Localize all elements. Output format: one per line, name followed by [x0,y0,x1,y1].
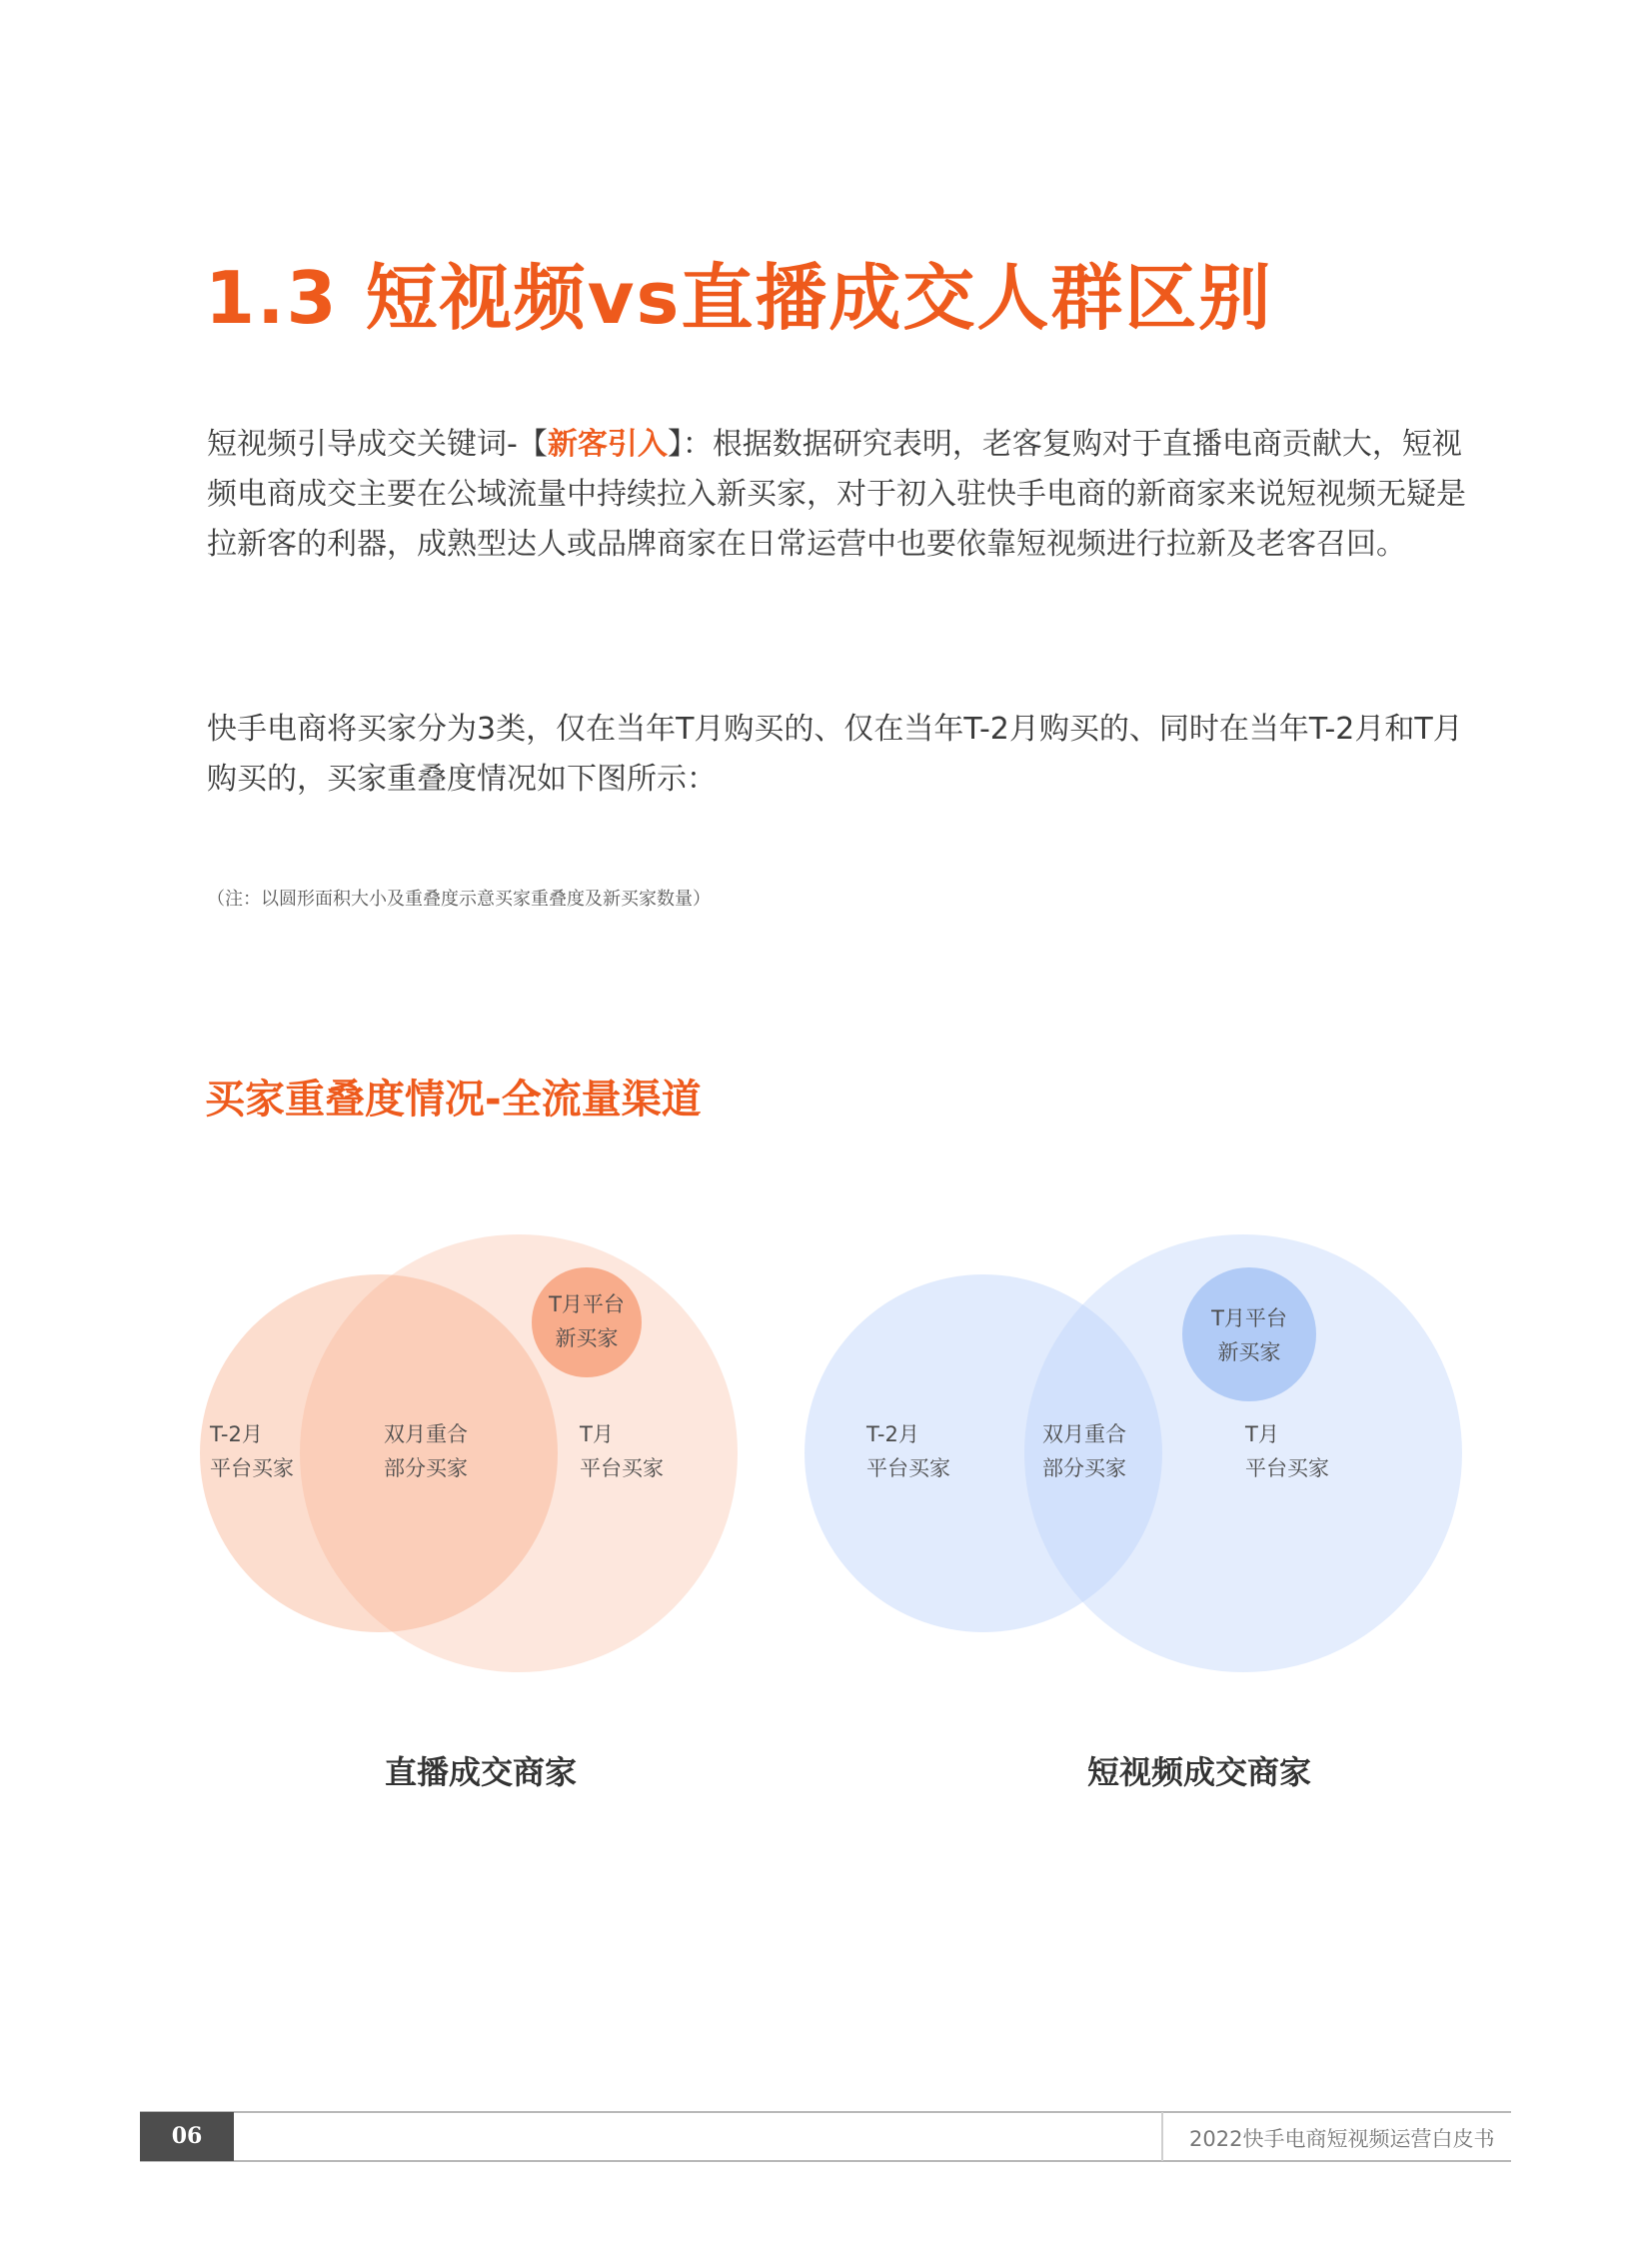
label-new-buyers [1182,1301,1316,1369]
label-line: T月平台 [549,1292,625,1316]
keyword-highlight: 新客引入 [547,427,668,462]
label-line: 新买家 [555,1326,619,1350]
label-t-buyers [1245,1417,1329,1485]
footer-bottom-rule [140,2160,1511,2162]
intro-body: ：根据数据研究表明，老客复购对于直播电商贡献大，短视频电商成交主要在公域流量中持续拉入新买家，对于初入驻快手电商的新商家来说短视频无疑是拉新客的利器，成熟型达人或品牌商家在日常运营中也要依靠短视频进行拉新及老客召回。 [207,427,1466,562]
label-overlap-buyers [1042,1417,1126,1485]
label-line: 平台买家 [580,1456,664,1480]
label-line: 平台买家 [1245,1456,1329,1480]
label-line: T-2月 [866,1422,919,1446]
label-line: 新买家 [1217,1340,1281,1364]
label-line: T月平台 [1211,1306,1287,1330]
label-line: 部分买家 [384,1456,468,1480]
chart-title: 买家重叠度情况-全流量渠道 [205,1077,702,1122]
venn-live-stream [0,1219,800,1719]
label-overlap-buyers [384,1417,468,1485]
label-t2-buyers [210,1417,294,1485]
page-title: 1.3 短视频vs直播成交人群区别 [205,256,1273,340]
label-new-buyers [532,1287,642,1355]
label-line: 平台买家 [210,1456,294,1480]
circle-t-buyers [300,1234,738,1672]
caption-short-video: 短视频成交商家 [1087,1753,1312,1791]
label-line: 部分买家 [1042,1456,1126,1480]
chart-note: （注：以圆形面积大小及重叠度示意买家重叠度及新买家数量） [207,889,711,910]
label-line: T-2月 [210,1422,263,1446]
keyword-open-bracket: 【 [517,427,548,462]
caption-live-stream: 直播成交商家 [385,1753,578,1791]
label-t-buyers [580,1417,664,1485]
footer-doc-title: 2022快手电商短视频运营白皮书 [1189,2127,1495,2151]
venn-short-video [800,1219,1599,1719]
label-line: T月 [1245,1422,1279,1446]
page-number: 06 [140,2112,234,2161]
label-line: 双月重合 [384,1422,468,1446]
footer-top-rule [140,2111,1511,2113]
classification-paragraph: 快手电商将买家分为3类，仅在当年T月购买的、仅在当年T-2月购买的、同时在当年T-2月和T月购买的，买家重叠度情况如下图所示： [207,712,1463,797]
footer-divider [1161,2112,1163,2161]
label-line: T月 [580,1422,614,1446]
label-t2-buyers [866,1417,950,1485]
intro-lead: 短视频引导成交关键词- [207,427,518,462]
label-line: 双月重合 [1042,1422,1126,1446]
label-line: 平台买家 [866,1456,950,1480]
intro-paragraph [207,420,1466,570]
keyword-close-bracket: 】 [667,427,683,462]
